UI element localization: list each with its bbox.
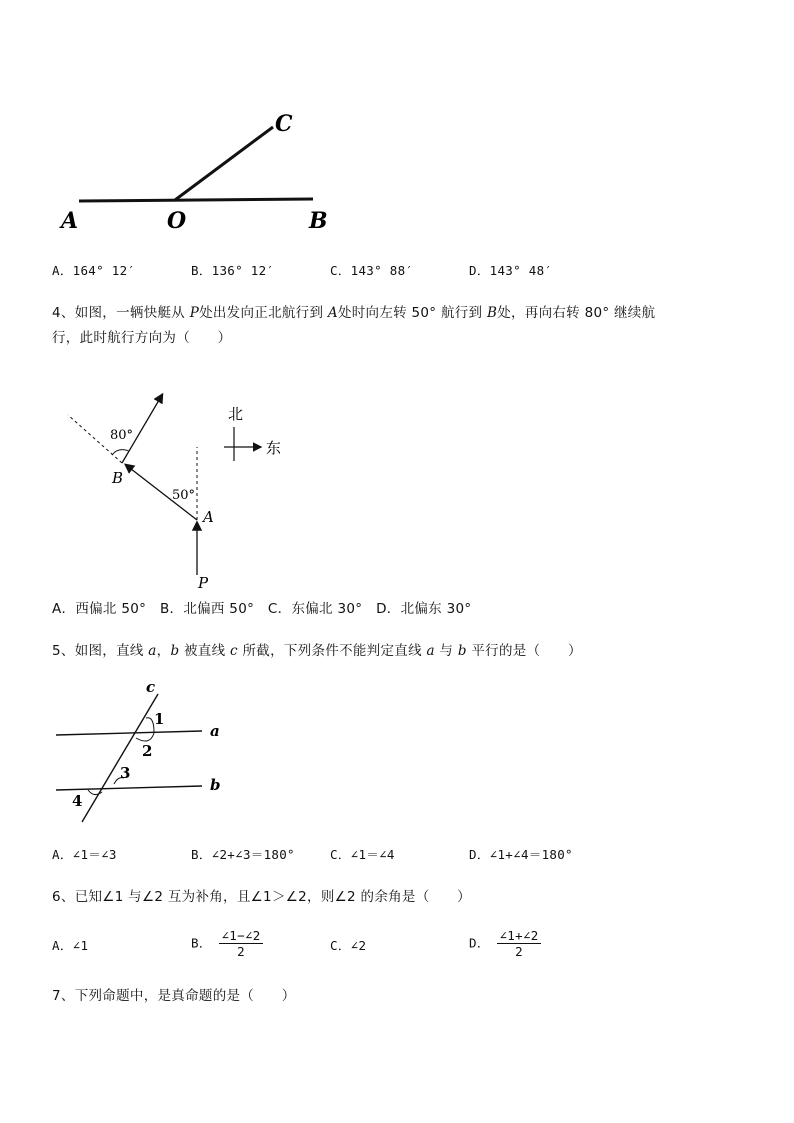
q5-stem: 5、如图，直线 a，b 被直线 c 所截，下列条件不能判定直线 a 与 b 平行的是（ ） [52,643,582,659]
label-angle-4: 4 [72,792,83,810]
label-b: B [309,208,328,234]
angle-figure-q3 [55,105,345,235]
point-b-label: B [112,469,124,487]
q5-option-d[interactable]: D．∠1+∠4＝180° [469,847,573,862]
q6-option-b[interactable]: B． $\frac{\angle 1-\angle 2}{2}$ [191,928,261,959]
ray-oc [175,127,273,200]
q5-option-b[interactable]: B．∠2+∠3＝180° [191,847,295,862]
line-b [56,786,202,790]
label-a: A [61,208,79,234]
q3-option-b[interactable]: B．136° 12′ [191,263,275,278]
q6-option-c[interactable]: C．∠2 [330,938,367,953]
q6-stem: 6、已知∠1 与∠2 互为补角，且∠1＞∠2，则∠2 的余角是（ ） [52,889,471,905]
q6-option-d[interactable]: D． $\frac{\angle 1+\angle 2}{2}$ [469,928,539,959]
label-line-b: b [210,776,221,794]
q3-option-c[interactable]: C．143° 88′ [330,263,414,278]
q4-options[interactable]: A．西偏北 50° B．北偏西 50° C．东偏北 30° D．北偏东 30° [52,601,472,617]
label-o: O [167,208,187,234]
q4-stem-line2: 行，此时航行方向为（ ） [52,330,232,346]
label-c: C [275,111,293,137]
q6-option-a[interactable]: A．∠1 [52,938,89,953]
label-line-a: a [210,722,220,740]
q7-stem: 7、下列命题中，是真命题的是（ ） [52,988,296,1004]
fraction-b: $\frac{\angle 1-\angle 2}{2}$ [221,928,261,959]
line-ab [79,199,313,201]
angle-arc-2 [136,733,154,741]
boat-route-figure-q4 [60,385,300,595]
q4-stem-line1: 4、如图，一辆快艇从 P处出发向正北航行到 A处时向左转 50° 航行到 B处，再向右转 80° 继续航 [52,305,656,321]
q5-option-a[interactable]: A．∠1＝∠3 [52,847,117,862]
parallel-lines-figure-q5 [50,676,240,826]
compass-east-label: 东 [266,439,282,457]
q5-option-c[interactable]: C．∠1＝∠4 [330,847,395,862]
label-angle-3: 3 [120,764,131,782]
q3-option-a[interactable]: A．164° 12′ [52,263,136,278]
label-line-c: c [146,678,156,696]
line-a [56,731,202,735]
point-p-label: P [198,574,209,592]
fraction-d: $\frac{\angle 1+\angle 2}{2}$ [499,928,539,959]
angle-arc-1 [146,718,154,732]
label-angle-2: 2 [142,742,153,760]
angle-50-label: 50° [172,488,196,503]
q3-option-d[interactable]: D．143° 48′ [469,263,553,278]
point-a-label: A [203,508,214,526]
label-angle-1: 1 [154,710,165,728]
angle-80-label: 80° [110,428,134,443]
compass-north-label: 北 [228,405,244,423]
